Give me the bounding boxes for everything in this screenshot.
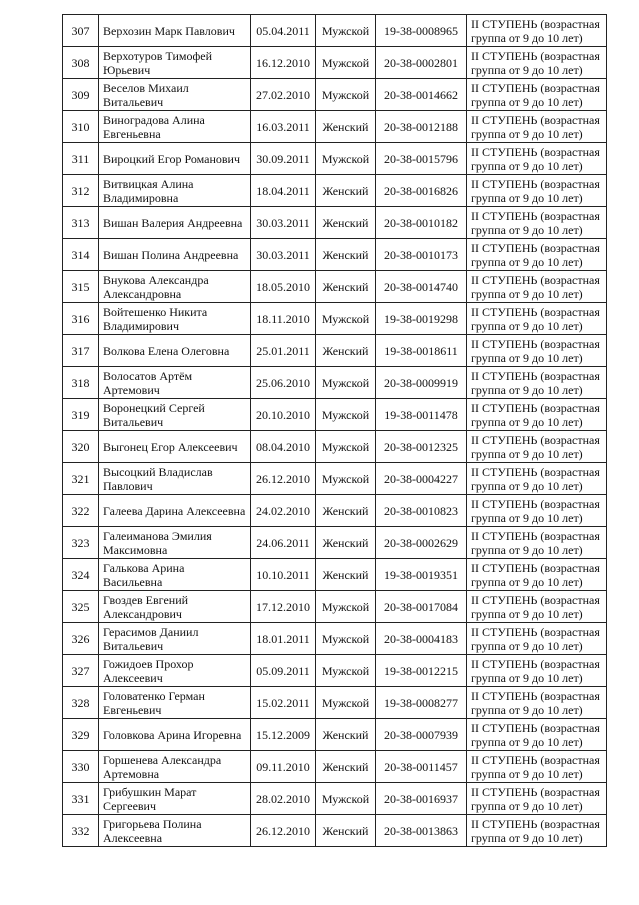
uin-cell: 19-38-0012215: [376, 655, 467, 687]
table-row: [63, 559, 607, 591]
stage-cell: II СТУПЕНЬ (возрастная группа от 9 до 10 лет): [467, 719, 607, 751]
stage-cell: II СТУПЕНЬ (возрастная группа от 9 до 10 лет): [467, 335, 607, 367]
row-number-cell: 311: [63, 143, 99, 175]
gender-cell: Мужской: [316, 399, 376, 431]
uin-cell: 20-38-0002629: [376, 527, 467, 559]
table-row: [63, 143, 607, 175]
full-name-cell: Грибушкин Марат Сергеевич: [99, 783, 251, 815]
uin-cell: 20-38-0004227: [376, 463, 467, 495]
table-row: [63, 367, 607, 399]
birth-date-cell: 25.01.2011: [251, 335, 316, 367]
row-number-cell: 332: [63, 815, 99, 847]
gender-cell: Мужской: [316, 303, 376, 335]
row-number-cell: 316: [63, 303, 99, 335]
gender-cell: Мужской: [316, 687, 376, 719]
full-name-cell: Войтешенко Никита Владимирович: [99, 303, 251, 335]
birth-date-cell: 30.09.2011: [251, 143, 316, 175]
birth-date-cell: 20.10.2010: [251, 399, 316, 431]
gender-cell: Женский: [316, 335, 376, 367]
uin-cell: 20-38-0016937: [376, 783, 467, 815]
uin-cell: 20-38-0012188: [376, 111, 467, 143]
birth-date-cell: 18.05.2010: [251, 271, 316, 303]
full-name-cell: Григорьева Полина Алексеевна: [99, 815, 251, 847]
table-row: [63, 303, 607, 335]
birth-date-cell: 24.06.2011: [251, 527, 316, 559]
table-row: [63, 751, 607, 783]
row-number-cell: 314: [63, 239, 99, 271]
table-row: [63, 399, 607, 431]
full-name-cell: Головатенко Герман Евгеньевич: [99, 687, 251, 719]
row-number-cell: 317: [63, 335, 99, 367]
full-name-cell: Герасимов Даниил Витальевич: [99, 623, 251, 655]
row-number-cell: 307: [63, 15, 99, 47]
birth-date-cell: 27.02.2010: [251, 79, 316, 111]
uin-cell: 20-38-0016826: [376, 175, 467, 207]
stage-cell: II СТУПЕНЬ (возрастная группа от 9 до 10 лет): [467, 527, 607, 559]
stage-cell: II СТУПЕНЬ (возрастная группа от 9 до 10 лет): [467, 559, 607, 591]
uin-cell: 20-38-0015796: [376, 143, 467, 175]
table-row: [63, 687, 607, 719]
row-number-cell: 320: [63, 431, 99, 463]
uin-cell: 20-38-0004183: [376, 623, 467, 655]
full-name-cell: Веселов Михаил Витальевич: [99, 79, 251, 111]
stage-cell: II СТУПЕНЬ (возрастная группа от 9 до 10 лет): [467, 751, 607, 783]
uin-cell: 20-38-0014740: [376, 271, 467, 303]
full-name-cell: Головкова Арина Игоревна: [99, 719, 251, 751]
row-number-cell: 315: [63, 271, 99, 303]
birth-date-cell: 25.06.2010: [251, 367, 316, 399]
full-name-cell: Волкова Елена Олеговна: [99, 335, 251, 367]
birth-date-cell: 28.02.2010: [251, 783, 316, 815]
stage-cell: II СТУПЕНЬ (возрастная группа от 9 до 10 лет): [467, 303, 607, 335]
table-row: [63, 431, 607, 463]
table-row: [63, 271, 607, 303]
birth-date-cell: 08.04.2010: [251, 431, 316, 463]
birth-date-cell: 15.12.2009: [251, 719, 316, 751]
row-number-cell: 322: [63, 495, 99, 527]
stage-cell: II СТУПЕНЬ (возрастная группа от 9 до 10 лет): [467, 175, 607, 207]
gender-cell: Мужской: [316, 431, 376, 463]
full-name-cell: Верхозин Марк Павлович: [99, 15, 251, 47]
full-name-cell: Воронецкий Сергей Витальевич: [99, 399, 251, 431]
table-row: [63, 79, 607, 111]
stage-cell: II СТУПЕНЬ (возрастная группа от 9 до 10 лет): [467, 143, 607, 175]
birth-date-cell: 18.01.2011: [251, 623, 316, 655]
uin-cell: 20-38-0012325: [376, 431, 467, 463]
birth-date-cell: 09.11.2010: [251, 751, 316, 783]
uin-cell: 19-38-0008277: [376, 687, 467, 719]
gender-cell: Мужской: [316, 143, 376, 175]
uin-cell: 19-38-0019298: [376, 303, 467, 335]
stage-cell: II СТУПЕНЬ (возрастная группа от 9 до 10 лет): [467, 431, 607, 463]
uin-cell: 20-38-0011457: [376, 751, 467, 783]
row-number-cell: 310: [63, 111, 99, 143]
table-row: [63, 495, 607, 527]
stage-cell: II СТУПЕНЬ (возрастная группа от 9 до 10 лет): [467, 783, 607, 815]
row-number-cell: 319: [63, 399, 99, 431]
uin-cell: 20-38-0014662: [376, 79, 467, 111]
gender-cell: Женский: [316, 239, 376, 271]
gender-cell: Женский: [316, 719, 376, 751]
row-number-cell: 323: [63, 527, 99, 559]
table-row: [63, 719, 607, 751]
row-number-cell: 325: [63, 591, 99, 623]
full-name-cell: Вироцкий Егор Романович: [99, 143, 251, 175]
row-number-cell: 313: [63, 207, 99, 239]
row-number-cell: 328: [63, 687, 99, 719]
table-row: [63, 527, 607, 559]
uin-cell: 20-38-0002801: [376, 47, 467, 79]
uin-cell: 19-38-0019351: [376, 559, 467, 591]
full-name-cell: Гвоздев Евгений Александрович: [99, 591, 251, 623]
table-row: [63, 655, 607, 687]
uin-cell: 20-38-0007939: [376, 719, 467, 751]
participants-table: [62, 14, 607, 847]
uin-cell: 20-38-0010173: [376, 239, 467, 271]
gender-cell: Мужской: [316, 47, 376, 79]
full-name-cell: Выгонец Егор Алексеевич: [99, 431, 251, 463]
birth-date-cell: 17.12.2010: [251, 591, 316, 623]
row-number-cell: 324: [63, 559, 99, 591]
row-number-cell: 321: [63, 463, 99, 495]
full-name-cell: Вишан Полина Андреевна: [99, 239, 251, 271]
row-number-cell: 330: [63, 751, 99, 783]
gender-cell: Женский: [316, 207, 376, 239]
gender-cell: Мужской: [316, 79, 376, 111]
stage-cell: II СТУПЕНЬ (возрастная группа от 9 до 10 лет): [467, 399, 607, 431]
stage-cell: II СТУПЕНЬ (возрастная группа от 9 до 10 лет): [467, 591, 607, 623]
full-name-cell: Верхотуров Тимофей Юрьевич: [99, 47, 251, 79]
birth-date-cell: 18.04.2011: [251, 175, 316, 207]
table-row: [63, 591, 607, 623]
gender-cell: Женский: [316, 111, 376, 143]
stage-cell: II СТУПЕНЬ (возрастная группа от 9 до 10 лет): [467, 47, 607, 79]
uin-cell: 20-38-0010182: [376, 207, 467, 239]
gender-cell: Мужской: [316, 367, 376, 399]
stage-cell: II СТУПЕНЬ (возрастная группа от 9 до 10 лет): [467, 655, 607, 687]
stage-cell: II СТУПЕНЬ (возрастная группа от 9 до 10 лет): [467, 495, 607, 527]
gender-cell: Мужской: [316, 15, 376, 47]
stage-cell: II СТУПЕНЬ (возрастная группа от 9 до 10 лет): [467, 271, 607, 303]
stage-cell: II СТУПЕНЬ (возрастная группа от 9 до 10 лет): [467, 111, 607, 143]
full-name-cell: Волосатов Артём Артемович: [99, 367, 251, 399]
birth-date-cell: 26.12.2010: [251, 815, 316, 847]
full-name-cell: Виноградова Алина Евгеньевна: [99, 111, 251, 143]
birth-date-cell: 10.10.2011: [251, 559, 316, 591]
stage-cell: II СТУПЕНЬ (возрастная группа от 9 до 10 лет): [467, 239, 607, 271]
birth-date-cell: 30.03.2011: [251, 239, 316, 271]
table-row: [63, 463, 607, 495]
full-name-cell: Витвицкая Алина Владимировна: [99, 175, 251, 207]
gender-cell: Женский: [316, 495, 376, 527]
gender-cell: Женский: [316, 751, 376, 783]
table-row: [63, 175, 607, 207]
full-name-cell: Вишан Валерия Андреевна: [99, 207, 251, 239]
row-number-cell: 312: [63, 175, 99, 207]
full-name-cell: Галеева Дарина Алексеевна: [99, 495, 251, 527]
table-body: [63, 15, 607, 847]
row-number-cell: 318: [63, 367, 99, 399]
birth-date-cell: 15.02.2011: [251, 687, 316, 719]
uin-cell: 20-38-0017084: [376, 591, 467, 623]
row-number-cell: 331: [63, 783, 99, 815]
table-row: [63, 111, 607, 143]
gender-cell: Женский: [316, 527, 376, 559]
stage-cell: II СТУПЕНЬ (возрастная группа от 9 до 10 лет): [467, 463, 607, 495]
birth-date-cell: 05.04.2011: [251, 15, 316, 47]
table-row: [63, 239, 607, 271]
gender-cell: Мужской: [316, 783, 376, 815]
stage-cell: II СТУПЕНЬ (возрастная группа от 9 до 10 лет): [467, 815, 607, 847]
gender-cell: Женский: [316, 271, 376, 303]
row-number-cell: 309: [63, 79, 99, 111]
table-row: [63, 47, 607, 79]
uin-cell: 19-38-0008965: [376, 15, 467, 47]
row-number-cell: 329: [63, 719, 99, 751]
stage-cell: II СТУПЕНЬ (возрастная группа от 9 до 10 лет): [467, 207, 607, 239]
table-row: [63, 783, 607, 815]
gender-cell: Мужской: [316, 463, 376, 495]
stage-cell: II СТУПЕНЬ (возрастная группа от 9 до 10 лет): [467, 623, 607, 655]
birth-date-cell: 16.03.2011: [251, 111, 316, 143]
full-name-cell: Высоцкий Владислав Павлович: [99, 463, 251, 495]
table-row: [63, 815, 607, 847]
gender-cell: Женский: [316, 175, 376, 207]
gender-cell: Женский: [316, 815, 376, 847]
uin-cell: 20-38-0013863: [376, 815, 467, 847]
table-row: [63, 207, 607, 239]
table-row: [63, 15, 607, 47]
gender-cell: Мужской: [316, 655, 376, 687]
uin-cell: 20-38-0010823: [376, 495, 467, 527]
full-name-cell: Галькова Арина Васильевна: [99, 559, 251, 591]
stage-cell: II СТУПЕНЬ (возрастная группа от 9 до 10 лет): [467, 687, 607, 719]
full-name-cell: Внукова Александра Александровна: [99, 271, 251, 303]
stage-cell: II СТУПЕНЬ (возрастная группа от 9 до 10 лет): [467, 15, 607, 47]
table-row: [63, 623, 607, 655]
row-number-cell: 327: [63, 655, 99, 687]
stage-cell: II СТУПЕНЬ (возрастная группа от 9 до 10 лет): [467, 79, 607, 111]
birth-date-cell: 26.12.2010: [251, 463, 316, 495]
uin-cell: 19-38-0018611: [376, 335, 467, 367]
gender-cell: Мужской: [316, 623, 376, 655]
gender-cell: Мужской: [316, 591, 376, 623]
table-row: [63, 335, 607, 367]
uin-cell: 20-38-0009919: [376, 367, 467, 399]
birth-date-cell: 30.03.2011: [251, 207, 316, 239]
full-name-cell: Галеиманова Эмилия Максимовна: [99, 527, 251, 559]
birth-date-cell: 24.02.2010: [251, 495, 316, 527]
birth-date-cell: 18.11.2010: [251, 303, 316, 335]
row-number-cell: 308: [63, 47, 99, 79]
gender-cell: Женский: [316, 559, 376, 591]
birth-date-cell: 05.09.2011: [251, 655, 316, 687]
uin-cell: 19-38-0011478: [376, 399, 467, 431]
birth-date-cell: 16.12.2010: [251, 47, 316, 79]
full-name-cell: Гожидоев Прохор Алексеевич: [99, 655, 251, 687]
stage-cell: II СТУПЕНЬ (возрастная группа от 9 до 10 лет): [467, 367, 607, 399]
full-name-cell: Горшенева Александра Артемовна: [99, 751, 251, 783]
row-number-cell: 326: [63, 623, 99, 655]
